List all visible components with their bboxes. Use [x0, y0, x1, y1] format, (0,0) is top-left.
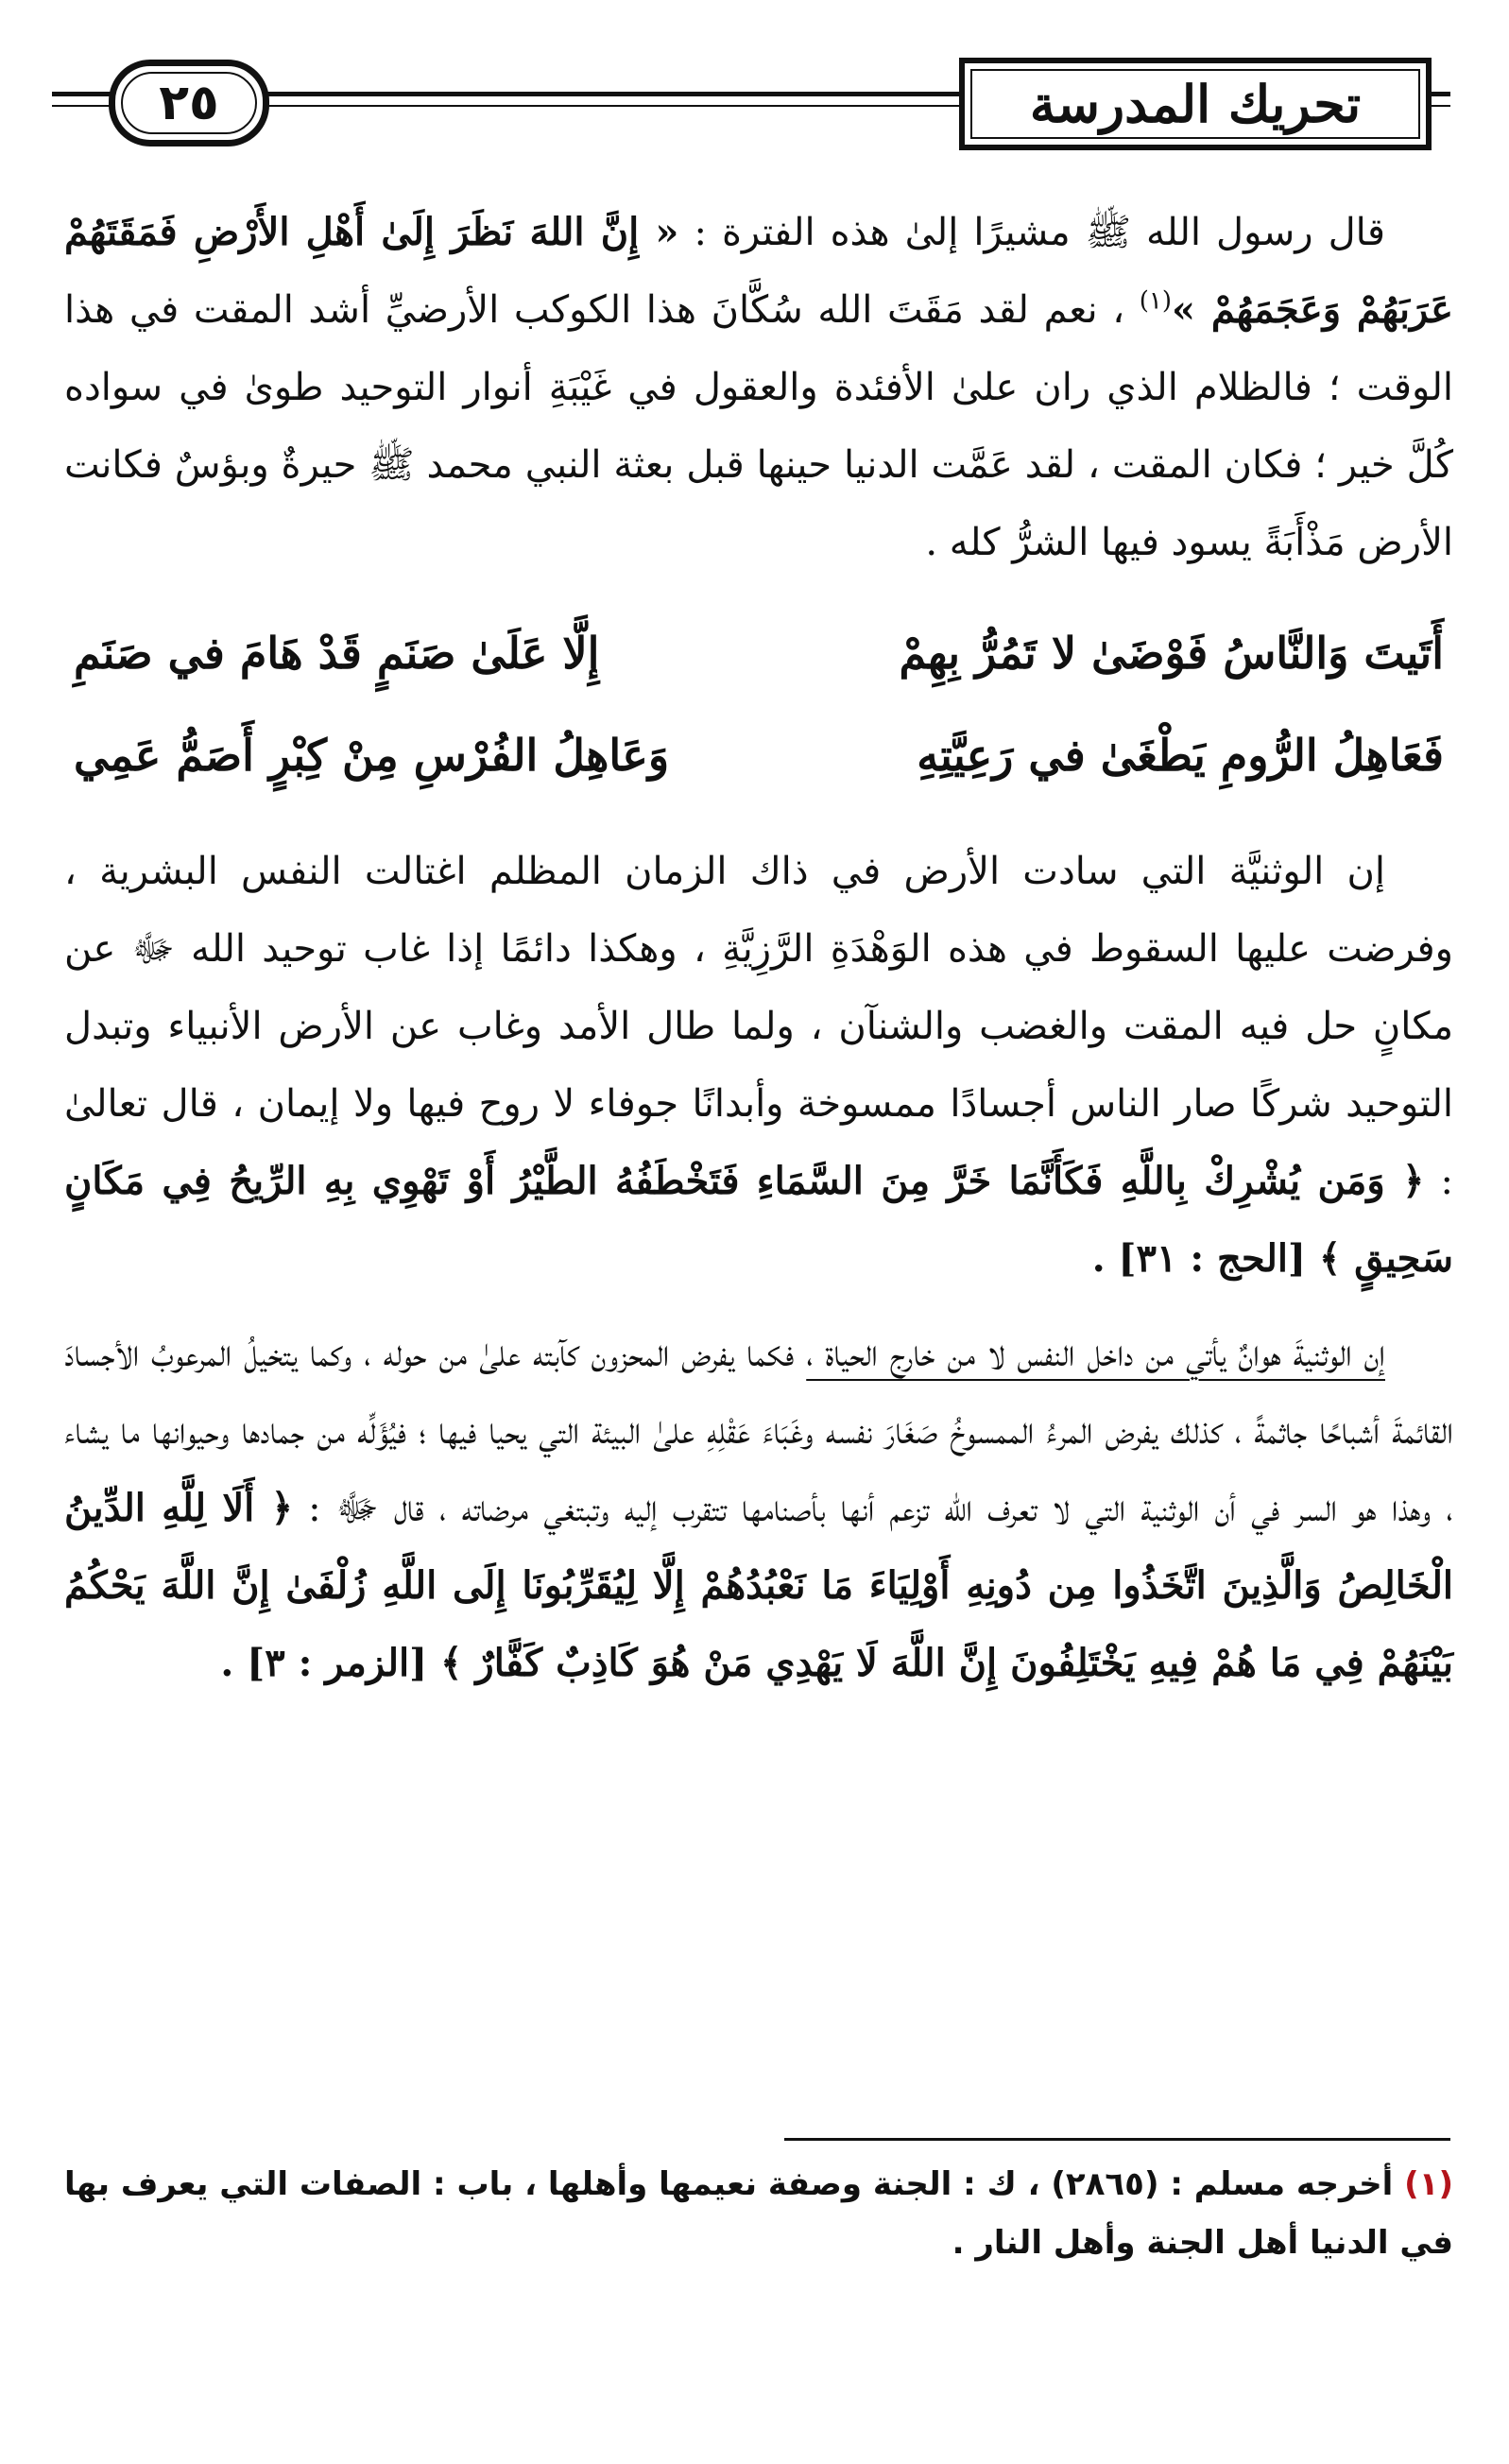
- p1-lead: قال رسول الله ﷺ مشيرًا إلىٰ هذه الفترة :: [678, 211, 1385, 254]
- verse-2-first-hemistich: فَعَاهِلُ الرُّومِ يَطْغَىٰ في رَعِيَّتِهِ: [917, 730, 1444, 781]
- main-text: [64, 194, 1453, 1702]
- verse-2-second-hemistich: وَعَاهِلُ الفُرْسِ مِنْ كِبْرٍ أَصَمُّ عَمِي: [74, 730, 670, 781]
- quran-ref-hajj: [الحج : ٣١] .: [1091, 1236, 1319, 1281]
- verse-1-first-hemistich: أَتَيتَ وَالنَّاسُ فَوْضَىٰ لا تَمُرُّ بِهِمْ: [899, 628, 1444, 679]
- page-header: [52, 52, 1450, 156]
- footnote: [64, 2155, 1453, 2272]
- quran-verse-zumar: ﴿ أَلَا لِلَّهِ الدِّينُ الْخَالِصُ وَالَّذِينَ اتَّخَذُوا مِن دُونِهِ أَوْلِيَاءَ مَا نَعْبُدُهُمْ إِلَّا لِيُقَرِّبُونَا إِلَى اللَّهِ زُلْفَىٰ إِنَّ اللَّهَ يَحْكُمُ بَيْنَهُمْ فِي مَا هُمْ فِيهِ يَخْتَلِفُونَ إِنَّ اللَّهَ لَا يَهْدِي مَنْ هُوَ كَاذِبٌ كَفَّارٌ ﴾: [64, 1486, 1453, 1685]
- footnote-text: أخرجه مسلم : (٢٨٦٥) ، ك : الجنة وصفة نعيمها وأهلها ، باب : الصفات التي يعرف بها في الدنيا أهل الجنة وأهل النار .: [64, 2165, 1453, 2262]
- paragraph-2: [64, 833, 1453, 1298]
- underlined-sentence: إن الوثنيةَ هوانٌ يأتي من داخل النفس لا من خارج الحياة ،: [806, 1332, 1385, 1375]
- page-number: ٢٥: [159, 75, 219, 131]
- quran-verse-hajj: ﴿ وَمَن يُشْرِكْ بِاللَّهِ فَكَأَنَّمَا خَرَّ مِنَ السَّمَاءِ فَتَخْطَفُهُ الطَّيْرُ أَوْ تَهْوِي بِهِ الرِّيحُ فِي مَكَانٍ سَحِيقٍ ﴾: [64, 1159, 1453, 1281]
- poem-verse-1: [64, 602, 1453, 704]
- paragraph-1: [64, 194, 1453, 581]
- paragraph-3: [64, 1315, 1453, 1702]
- book-title: تحريك المدرسة: [1029, 74, 1362, 134]
- hadith-quote: « إِنَّ اللهَ نَظَرَ إِلَىٰ أَهْلِ الأَرْضِ فَمَقَتَهُمْ عَرَبَهُمْ وَعَجَمَهُمْ »: [64, 210, 1453, 332]
- poem-verse-2: [64, 704, 1453, 806]
- book-title-frame: [959, 58, 1432, 150]
- quran-ref-zumar: [الزمر : ٣] .: [220, 1641, 441, 1685]
- p2-text: إن الوثنيَّة التي سادت الأرض في ذاك الزمان المظلم اغتالت النفس البشرية ، وفرضت عليها السقوط في هذه الوَهْدَةِ الرَّزِيَّةِ ، وهكذا دائمًا إذا غاب توحيد الله ﷻ عن مكانٍ حل فيه المقت والغضب والشنآن ، ولما طال الأمد وغاب عن الأرض الأنبياء وتبدل التوحيد شركًا صار الناس أجسادًا ممسوخة وأبدانًا جوفاء لا روح فيها ولا إيمان ، قال تعالىٰ :: [64, 850, 1453, 1203]
- page-number-frame: [109, 60, 269, 146]
- footnote-separator: [784, 2138, 1450, 2141]
- footnote-ref[interactable]: (١): [1139, 286, 1173, 316]
- p3-text: فكما يفرض المحزون كآبته علىٰ من حوله ، وكما يتخيلُ المرعوبُ الأجسادَ القائمةَ أشباحًا جاثمةً ، كذلك يفرض المرءُ الممسوخُ صَغَارَ نفسه وغَبَاءَ عَقْلِهِ علىٰ البيئة التي يحيا فيها ؛ فيُؤَلِّه من جمادها وحيوانها ما يشاء ، وهذا هو السر في أن الوثنية التي لا تعرف الله تزعم أنها بأصنامها تتقرب إليه وتبتغي مرضاته ، قال ﷻ :: [64, 1332, 1453, 1530]
- footnote-marker: (١): [1404, 2165, 1454, 2203]
- poem: [64, 602, 1453, 806]
- verse-1-second-hemistich: إِلَّا عَلَىٰ صَنَمٍ قَدْ هَامَ في صَنَمِ: [74, 628, 600, 679]
- p1-rest: ، نعم لقد مَقَتَ الله سُكَّانَ هذا الكوكب الأرضيِّ أشد المقت في هذا الوقت ؛ فالظلام الذي ران علىٰ الأفئدة والعقول في غَيْبَةِ أنوار التوحيد طوىٰ في سواده كُلَّ خير ؛ فكان المقت ، لقد عَمَّت الدنيا حينها قبل بعثة النبي محمد ﷺ حيرةٌ وبؤسٌ فكانت الأرض مَذْأَبَةً يسود فيها الشرُّ كله .: [64, 288, 1453, 564]
